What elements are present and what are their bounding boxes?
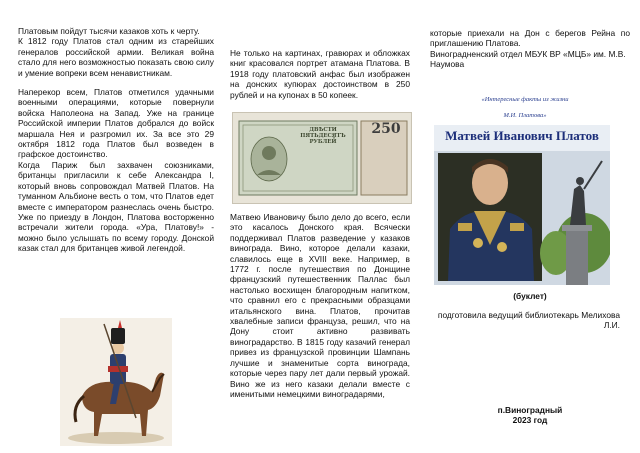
column-left: [18, 0, 214, 254]
banknote-denomination: 250: [371, 121, 401, 137]
booklet-label: (буклет): [513, 291, 547, 301]
banknote-text: ДВѢСТИ ПЯТЬДЕСЯТЪ РУБЛЕЙ: [300, 127, 346, 145]
paragraph-london: Когда Париж был захвачен союзниками, британцы пригласили к себе Александра I, который вновь сопровождал Матвей Платов. На туманном Альбионе весть о том, что Платов едет вместе с императором разнеслась очень быстро. Уже по приезду в Лондон, Платова восторженно встречали жители города. «Ура, Платову!» - можно было услышать по всему городу. Донской казак стал для британцев живой легендой.: [18, 159, 214, 254]
cossack-rider-illustration: [60, 318, 172, 446]
column-left-text: [18, 26, 214, 254]
place-name: п.Виноградный: [497, 405, 563, 415]
platov-cover-image: [434, 125, 610, 285]
viticulture-paragraph: Матвею Ивановичу было дело до всего, если это касалось Донского края. Всячески поддерживал Платов разведение у казаков винограда. Вино, которое делали казаки, славилось еще в XVIII веке. Например, в 1772 г. после путешествия по Донщине французский путешественник Паллас был настолько восхищен благородным напитком, что сравнил его с прекрасными образцами итальянского вина. Платов, прочитав хвалебные записи француза, решил, что на Дону стоит активно развивать виноградарство. В 1815 году казачий генерал привез из французской провинции Шампань лучшие и знаменитые сорта винограда, которые через пару лет дали первый урожай. Вино же из него казаки делали вместе с именитыми немецкими виноградарями,: [230, 212, 410, 399]
year: 2023 год: [512, 415, 548, 425]
series-title: «Интересные факты из жизни: [481, 96, 569, 103]
paragraph-napoleon: Наперекор всем, Платов отметился удачными военными операциями, которые повернули войска Наполеона на Запад. Уже на границе Российской империи Платов добрался до войск маршала Нея и разгромил их. За все это 29 октября 1812 года Платов был возведен в графское достоинство.: [18, 87, 214, 160]
column-middle-lower: [230, 0, 410, 399]
series-subtitle: М.И. Платова»: [503, 112, 547, 119]
cover-title: Матвей Иванович Платов: [445, 128, 599, 143]
paragraph-1812: К 1812 году Платов стал одним из старейших генералов российской армии. Великая война стало для него возможностью показать свою силу и умение вопреки всем ненавистникам.: [18, 36, 214, 78]
paragraph-chert: Платовым пойдут тысячи казаков хоть к черту.: [18, 26, 200, 36]
library-name: Виноградненский отдел МБУК ВР «МЦБ» им. М.В. Наумова: [430, 48, 626, 70]
banknote-intro: Не только на картинах, гравюрах и обложках книг красовался портрет атамана Платова. В 1918 году платовский анфас был изображен на донских купюрах достоинством в 250 рублей и на купонах в 50 копеек.: [230, 48, 410, 100]
prepared-by: подготовила ведущий библиотекарь Мелихова Л.И.: [437, 310, 620, 331]
continuation-text: которые приехали на Дон с берегов Рейна по приглашению Платова.: [430, 28, 630, 49]
column-right: [430, 0, 630, 70]
